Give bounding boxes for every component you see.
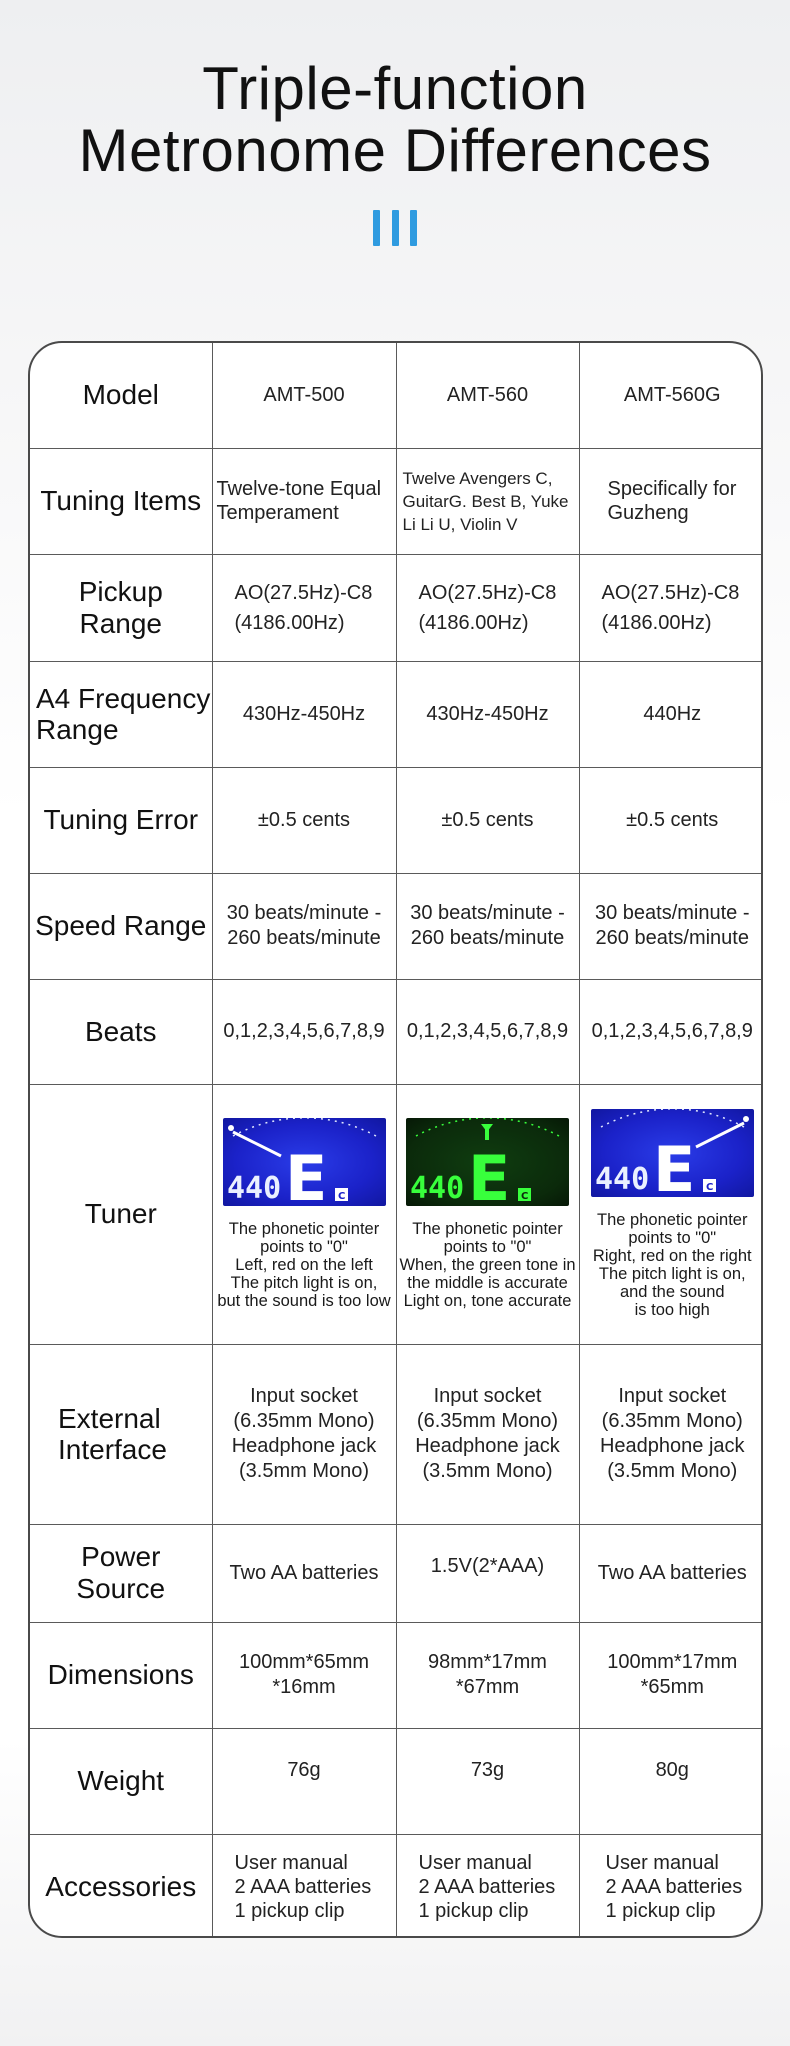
tuner-display-image	[591, 1109, 754, 1197]
row-label-speed-range: Speed Range	[30, 873, 212, 979]
dimensions-cell: 100mm*65mm *16mm	[212, 1622, 396, 1728]
row-model	[30, 343, 763, 448]
tuner-note: E	[652, 1133, 696, 1197]
power-source-cell: 1.5V(2*AAA)	[396, 1524, 579, 1622]
row-label-power-source: Power Source	[30, 1524, 212, 1622]
divider-bar	[392, 210, 399, 246]
divider-bar	[410, 210, 417, 246]
tuner-cell	[396, 1084, 579, 1344]
tuning-items-cell: Twelve Avengers C, GuitarG. Best B, Yuke Li Li U, Violin V	[396, 448, 579, 554]
row-label-pickup-range: Pickup Range	[30, 554, 212, 661]
accessories-cell: User manual 2 AAA batteries 1 pickup clip	[396, 1834, 579, 1938]
row-speed-range	[30, 873, 763, 979]
tuning-error-cell: ±0.5 cents	[396, 767, 579, 873]
tuner-display-image	[223, 1118, 386, 1206]
row-label-weight: Weight	[30, 1728, 212, 1834]
comparison-table	[28, 341, 763, 1938]
tuner-mode: C	[337, 1191, 345, 1202]
external-interface-cell: Input socket (6.35mm Mono) Headphone jack (3.5mm Mono)	[396, 1344, 579, 1524]
power-source-cell: Two AA batteries	[212, 1524, 396, 1622]
accessories-cell: User manual 2 AAA batteries 1 pickup clip	[579, 1834, 763, 1938]
divider-bar	[373, 210, 380, 246]
row-tuning-error	[30, 767, 763, 873]
model-amt-500: AMT-500	[212, 343, 396, 448]
weight-cell: 76g	[212, 1728, 396, 1834]
dimensions-cell: 98mm*17mm *67mm	[396, 1622, 579, 1728]
row-weight	[30, 1728, 763, 1834]
tuner-description: The phonetic pointer points to "0" Right, red on the right The pitch light is on, and the sound is too high	[592, 1211, 752, 1319]
power-source-cell: Two AA batteries	[579, 1524, 763, 1622]
row-label-model: Model	[30, 343, 212, 448]
speed-range-cell: 30 beats/minute - 260 beats/minute	[579, 873, 763, 979]
tuner-reading: 440	[594, 1162, 649, 1197]
weight-cell: 80g	[579, 1728, 763, 1834]
row-label-beats: Beats	[30, 979, 212, 1084]
row-label-tuning-error: Tuning Error	[30, 767, 212, 873]
row-tuner	[30, 1084, 763, 1344]
tuner-description: The phonetic pointer points to "0" Left, red on the left The pitch light is on, but the sound is too low	[217, 1220, 391, 1310]
pickup-range-cell: AO(27.5Hz)-C8 (4186.00Hz)	[396, 554, 579, 661]
beats-cell: 0,1,2,3,4,5,6,7,8,9	[579, 979, 763, 1084]
tuner-cell	[212, 1084, 396, 1344]
tuner-mode: C	[705, 1182, 714, 1193]
row-label-dimensions: Dimensions	[30, 1622, 212, 1728]
tuner-mode: C	[521, 1191, 529, 1202]
row-power-source	[30, 1524, 763, 1622]
a4-frequency-cell: 430Hz-450Hz	[396, 661, 579, 767]
tuner-note: E	[284, 1142, 327, 1206]
row-pickup-range	[30, 554, 763, 661]
tuning-items-cell: Twelve-tone Equal Temperament	[212, 448, 396, 554]
row-dimensions	[30, 1622, 763, 1728]
tuner-display-image	[406, 1118, 569, 1206]
external-interface-cell: Input socket (6.35mm Mono) Headphone jack (3.5mm Mono)	[212, 1344, 396, 1524]
external-interface-cell: Input socket (6.35mm Mono) Headphone jack (3.5mm Mono)	[579, 1344, 763, 1524]
row-tuning-items	[30, 448, 763, 554]
row-label-accessories: Accessories	[30, 1834, 212, 1938]
model-amt-560: AMT-560	[396, 343, 579, 448]
page-title-line-2: Metronome Differences	[78, 117, 712, 184]
model-amt-560g: AMT-560G	[579, 343, 763, 448]
tuner-note: E	[468, 1142, 511, 1206]
row-label-external-interface: External Interface	[30, 1344, 212, 1524]
a4-frequency-cell: 440Hz	[579, 661, 763, 767]
a4-frequency-cell: 430Hz-450Hz	[212, 661, 396, 767]
speed-range-cell: 30 beats/minute - 260 beats/minute	[212, 873, 396, 979]
tuning-error-cell: ±0.5 cents	[212, 767, 396, 873]
tuner-description: The phonetic pointer points to "0" When, the green tone in the middle is accurate Light on, tone accurate	[399, 1220, 576, 1310]
dimensions-cell: 100mm*17mm *65mm	[579, 1622, 763, 1728]
tuner-reading: 440	[226, 1171, 281, 1206]
tuner-cell	[579, 1084, 763, 1344]
row-label-a4-frequency: A4 Frequency Range	[30, 661, 212, 767]
pickup-range-cell: AO(27.5Hz)-C8 (4186.00Hz)	[579, 554, 763, 661]
title-divider-icon	[373, 210, 417, 246]
accessories-cell: User manual 2 AAA batteries 1 pickup clip	[212, 1834, 396, 1938]
row-accessories	[30, 1834, 763, 1938]
weight-cell: 73g	[396, 1728, 579, 1834]
speed-range-cell: 30 beats/minute - 260 beats/minute	[396, 873, 579, 979]
row-label-tuner: Tuner	[30, 1084, 212, 1344]
row-label-tuning-items: Tuning Items	[30, 448, 212, 554]
tuning-items-cell: Specifically for Guzheng	[579, 448, 763, 554]
row-beats	[30, 979, 763, 1084]
row-external-interface	[30, 1344, 763, 1524]
beats-cell: 0,1,2,3,4,5,6,7,8,9	[396, 979, 579, 1084]
tuning-error-cell: ±0.5 cents	[579, 767, 763, 873]
tuner-reading: 440	[410, 1171, 465, 1206]
pickup-range-cell: AO(27.5Hz)-C8 (4186.00Hz)	[212, 554, 396, 661]
page-title	[0, 55, 790, 184]
beats-cell: 0,1,2,3,4,5,6,7,8,9	[212, 979, 396, 1084]
row-a4-frequency	[30, 661, 763, 767]
page-title-line-1: Triple-function	[202, 55, 588, 122]
